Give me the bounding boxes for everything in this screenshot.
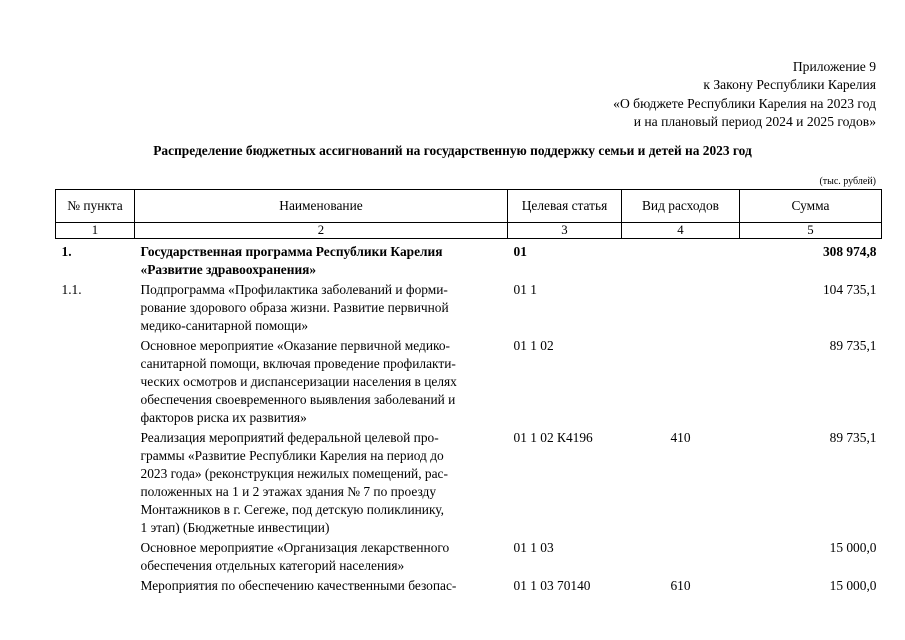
row-name — [135, 335, 508, 427]
column-number: 4 — [622, 223, 740, 239]
budget-table — [55, 189, 882, 595]
row-expense-type — [622, 239, 740, 280]
row-name-line: факторов риска их развития» — [140, 410, 307, 425]
row-sum: 15 000,0 — [829, 540, 877, 555]
row-target-article: 01 1 02 К4196 — [513, 430, 593, 445]
row-number: 1.1. — [61, 282, 82, 297]
row-expense-type: 410 — [670, 430, 691, 445]
law-title-line-2: и на плановый период 2024 и 2025 годов» — [633, 113, 876, 129]
table-row — [56, 239, 882, 280]
row-sum: 89 735,1 — [829, 430, 877, 445]
row-number: 1. — [61, 244, 72, 259]
row-target-article: 01 1 03 — [513, 540, 554, 555]
row-name-line: медико-санитарной помощи» — [140, 318, 309, 333]
row-name-line: обеспечения отдельных категорий населения» — [140, 558, 405, 573]
column-header-name: Наименование — [135, 190, 508, 223]
column-header-expense-type: Вид расходов — [622, 190, 740, 223]
row-number — [56, 575, 135, 595]
row-name — [135, 279, 508, 335]
table-row — [56, 335, 882, 427]
row-name-line: рование здорового образа жизни. Развитие первичной — [140, 300, 449, 315]
row-name-line: Монтажников в г. Сегеже, под детскую поликлинику, — [140, 502, 444, 517]
row-expense-type — [622, 335, 740, 427]
row-target-article: 01 — [513, 244, 527, 259]
row-expense-type — [622, 279, 740, 335]
row-name-line: обеспечения своевременного выявления заболеваний и — [140, 392, 456, 407]
row-name — [135, 575, 508, 595]
row-name-line: граммы «Развитие Республики Карелия на период до — [140, 448, 444, 463]
column-header-target-article: Целевая статья — [508, 190, 622, 223]
units-label: (тыс. рублей) — [819, 176, 876, 187]
row-name-line: санитарной помощи, включая проведение профилакти- — [140, 356, 456, 371]
row-target-article: 01 1 03 70140 — [513, 578, 591, 593]
row-target-article: 01 1 02 — [513, 338, 554, 353]
row-number — [56, 427, 135, 537]
law-reference: к Закону Республики Карелия — [703, 77, 876, 93]
table-header-row — [56, 190, 882, 223]
column-number: 2 — [135, 223, 508, 239]
column-header-sum: Сумма — [740, 190, 882, 223]
table-row — [56, 537, 882, 575]
row-name-line: 2023 года» (реконструкция нежилых помещений, рас- — [140, 466, 448, 481]
row-target-article: 01 1 — [513, 282, 537, 297]
row-number — [56, 335, 135, 427]
row-name — [135, 537, 508, 575]
row-sum: 15 000,0 — [829, 578, 877, 593]
row-name — [135, 427, 508, 537]
row-name-line: Государственная программа Республики Карелия — [140, 244, 443, 259]
row-name-line: «Развитие здравоохранения» — [140, 262, 317, 277]
column-numbers-row — [56, 223, 882, 239]
column-number: 5 — [740, 223, 882, 239]
row-name — [135, 239, 508, 280]
row-sum: 308 974,8 — [822, 244, 877, 259]
table-row — [56, 427, 882, 537]
row-name-line: Подпрограмма «Профилактика заболеваний и форми- — [140, 282, 448, 297]
row-expense-type — [622, 537, 740, 575]
column-header-number: № пункта — [56, 190, 135, 223]
row-expense-type: 610 — [670, 578, 691, 593]
row-sum: 104 735,1 — [822, 282, 877, 297]
column-number: 3 — [508, 223, 622, 239]
row-name-line: 1 этап) (Бюджетные инвестиции) — [140, 520, 330, 535]
law-title-line-1: «О бюджете Республики Карелия на 2023 год — [613, 95, 876, 111]
row-name-line: Основное мероприятие «Организация лекарственного — [140, 540, 450, 555]
document-header — [613, 58, 876, 131]
table-row — [56, 279, 882, 335]
document-title: Распределение бюджетных ассигнований на государственную поддержку семьи и детей на 2023 год — [153, 143, 752, 158]
row-number — [56, 537, 135, 575]
row-name-line: Основное мероприятие «Оказание первичной медико- — [140, 338, 450, 353]
row-name-line: ческих осмотров и диспансеризации населения в целях — [140, 374, 457, 389]
column-number: 1 — [56, 223, 135, 239]
row-sum: 89 735,1 — [829, 338, 877, 353]
table-row — [56, 575, 882, 595]
row-name-line: Мероприятия по обеспечению качественными безопас- — [140, 578, 457, 593]
row-name-line: Реализация мероприятий федеральной целевой про- — [140, 430, 439, 445]
row-name-line: положенных на 1 и 2 этажах здания № 7 по проезду — [140, 484, 437, 499]
appendix-label: Приложение 9 — [792, 59, 876, 74]
